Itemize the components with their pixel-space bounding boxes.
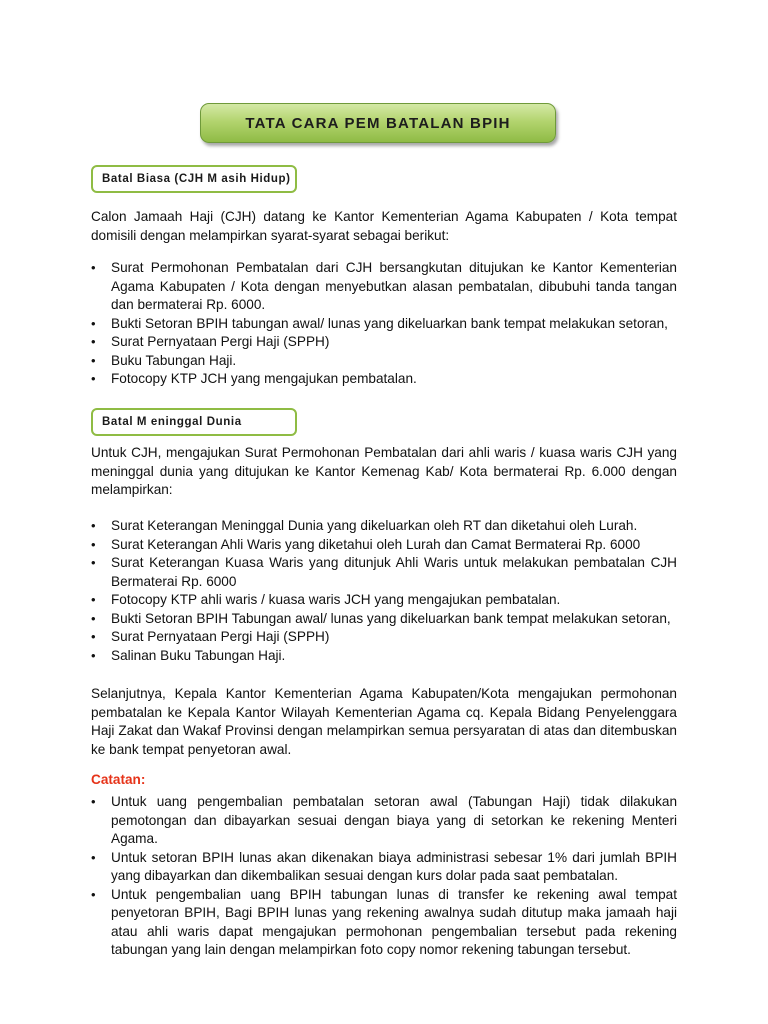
list-item: • Untuk pengembalian uang BPIH tabungan lunas di transfer ke rekening awal tempat penyetoran BPIH, Bagi BPIH lunas yang rekening awalnya sudah ditutup maka jamaah haji atau ahli waris dapat mengajukan permohonan pengembalian tersebut pada rekening tabungan yang lain dengan melampirkan foto copy nomor rekening tabungan tersebut. — [91, 886, 677, 960]
section-heading-label: Batal Biasa (CJH M asih Hidup) — [102, 173, 291, 185]
list-item: • Bukti Setoran BPIH tabungan awal/ lunas yang dikeluarkan bank tempat melakukan setoran, — [91, 315, 677, 334]
list-item: • Surat Keterangan Kuasa Waris yang ditunjuk Ahli Waris untuk melakukan pembatalan CJH Bermaterai Rp. 6000 — [91, 554, 677, 591]
list-item: • Untuk setoran BPIH lunas akan dikenakan biaya administrasi sebesar 1% dari jumlah BPIH yang dibayarkan dan dikembalikan sesuai dengan kurs dolar pada saat pembatalan. — [91, 849, 677, 886]
notes-list — [91, 793, 677, 960]
page-title: TATA CARA PEM BATALAN BPIH — [245, 114, 511, 132]
notes-heading: Catatan: — [91, 772, 146, 787]
list-item: • Buku Tabungan Haji. — [91, 352, 677, 371]
list-item: • Surat Keterangan Meninggal Dunia yang dikeluarkan oleh RT dan diketahui oleh Lurah. — [91, 517, 677, 536]
section-heading-batal-biasa — [91, 165, 297, 193]
section2-closing: Selanjutnya, Kepala Kantor Kementerian Agama Kabupaten/Kota mengajukan permohonan pembatalan ke Kepala Kantor Wilayah Kementerian Agama cq. Kepala Bidang Penyelenggara Haji Zakat dan Wakaf Provinsi dengan melampirkan semua persyaratan di atas dan ditembuskan ke bank tempat penyetoran awal. — [91, 686, 677, 757]
section-heading-batal-meninggal — [91, 408, 297, 436]
list-item: • Surat Pernyataan Pergi Haji (SPPH) — [91, 333, 677, 352]
list-item: • Salinan Buku Tabungan Haji. — [91, 647, 677, 666]
list-item: • Surat Permohonan Pembatalan dari CJH bersangkutan ditujukan ke Kantor Kementerian Agama Kabupaten / Kota dengan menyebutkan alasan pembatalan, dibubuhi tanda tangan dan bermaterai Rp. 6000. — [91, 259, 677, 315]
section1-requirements-list — [91, 259, 677, 389]
section2-requirements-list — [91, 517, 677, 665]
list-item: • Bukti Setoran BPIH Tabungan awal/ lunas yang dikeluarkan bank tempat melakukan setoran, — [91, 610, 677, 629]
list-item: • Untuk uang pengembalian pembatalan setoran awal (Tabungan Haji) tidak dilakukan pemotongan dan dibayarkan sesuai dengan biaya yang di setorkan ke rekening Menteri Agama. — [91, 793, 677, 849]
section1-intro: Calon Jamaah Haji (CJH) datang ke Kantor Kementerian Agama Kabupaten / Kota tempat domisili dengan melampirkan syarat-syarat sebagai berikut: — [91, 209, 677, 243]
list-item: • Surat Keterangan Ahli Waris yang diketahui oleh Lurah dan Camat Bermaterai Rp. 6000 — [91, 536, 677, 555]
page-title-banner — [200, 103, 556, 143]
section-heading-label: Batal M eninggal Dunia — [102, 416, 242, 428]
list-item: • Surat Pernyataan Pergi Haji (SPPH) — [91, 628, 677, 647]
list-item: • Fotocopy KTP JCH yang mengajukan pembatalan. — [91, 370, 677, 389]
section2-intro: Untuk CJH, mengajukan Surat Permohonan Pembatalan dari ahli waris / kuasa waris CJH yang meninggal dunia yang ditujukan ke Kantor Kemenag Kab/ Kota bermaterai Rp. 6.000 dengan melampirkan: — [91, 445, 677, 497]
list-item: • Fotocopy KTP ahli waris / kuasa waris JCH yang mengajukan pembatalan. — [91, 591, 677, 610]
